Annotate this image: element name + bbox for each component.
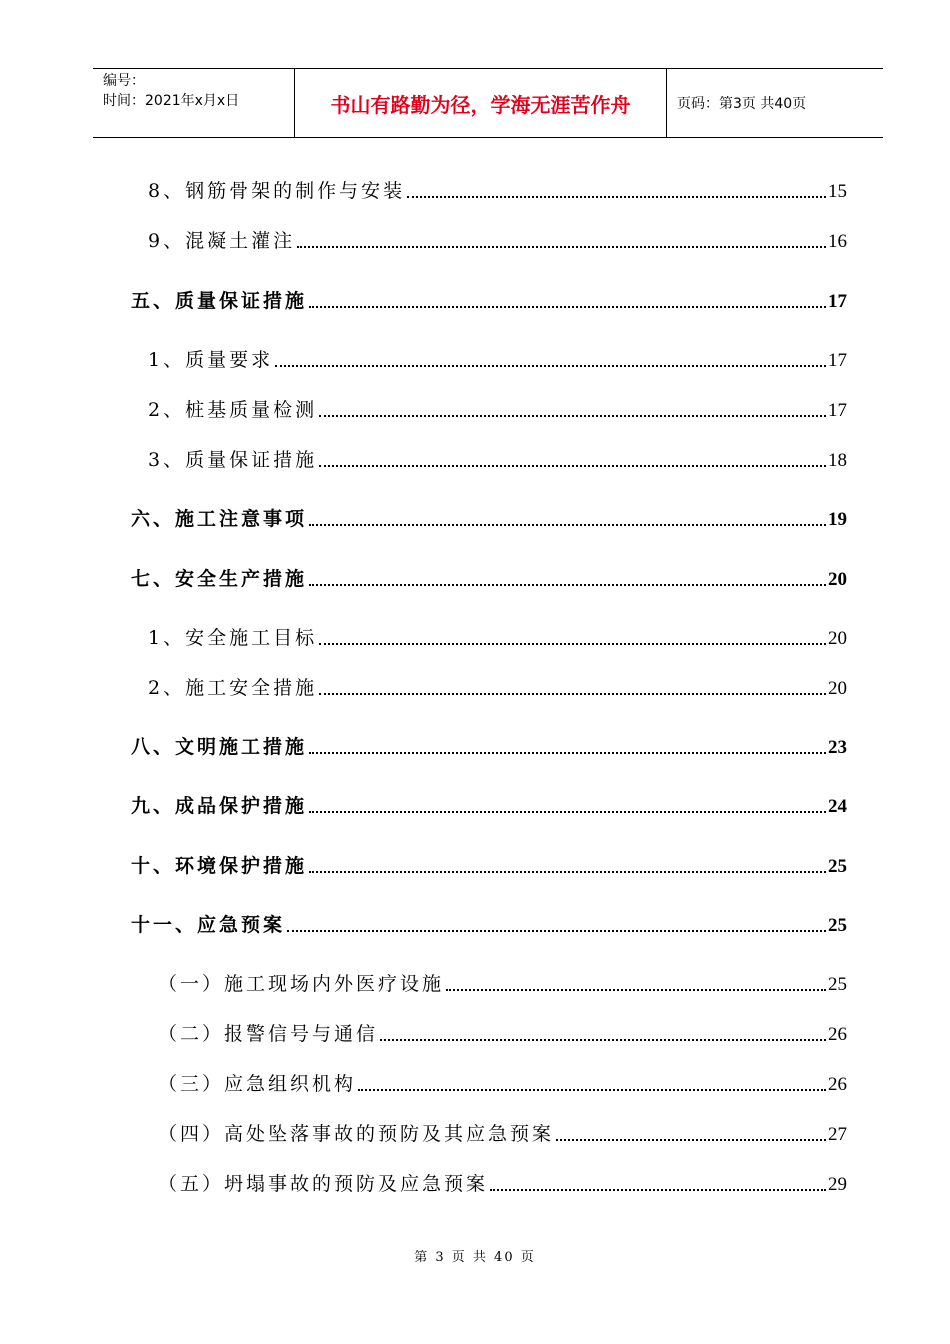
toc-entry[interactable] [148, 176, 847, 206]
toc-entry[interactable] [148, 623, 847, 653]
toc-entry-page-number: 27 [828, 1124, 847, 1145]
toc-dot-leader [319, 643, 826, 645]
document-number-label: 编号： [103, 73, 145, 89]
toc-entry[interactable] [158, 1119, 847, 1149]
toc-entry-page-number: 15 [828, 181, 847, 202]
toc-entry-page-number: 24 [828, 796, 847, 817]
toc-entry-title: 五、质量保证措施 [131, 290, 308, 312]
document-time-label: 时间：2021年x月x日 [103, 93, 240, 109]
toc-dot-leader [287, 930, 826, 932]
toc-dot-leader [275, 365, 826, 367]
toc-entry-page-number: 25 [828, 974, 847, 995]
toc-entry[interactable] [158, 969, 847, 999]
toc-entry-page-number: 29 [828, 1174, 847, 1195]
toc-entry[interactable] [131, 910, 847, 940]
toc-entry-page-number: 25 [828, 915, 847, 936]
toc-dot-leader [309, 584, 826, 586]
header-page-info: 页码：第3页 共40页 [677, 96, 807, 112]
page-footer: 第 3 页 共 40 页 [414, 1250, 536, 1265]
toc-dot-leader [297, 246, 826, 248]
toc-dot-leader [556, 1139, 826, 1141]
toc-entry-page-number: 20 [828, 678, 847, 699]
toc-dot-leader [446, 989, 826, 991]
toc-entry-title: 2、施工安全措施 [148, 677, 318, 699]
toc-entry[interactable] [148, 445, 847, 475]
toc-entry-title: （四）高处坠落事故的预防及其应急预案 [158, 1123, 555, 1145]
toc-entry[interactable] [158, 1069, 847, 1099]
toc-dot-leader [380, 1039, 826, 1041]
toc-entry-title: （一）施工现场内外医疗设施 [158, 973, 445, 995]
page-header [93, 68, 883, 138]
toc-entry-title: 8、钢筋骨架的制作与安装 [148, 180, 406, 202]
toc-entry-page-number: 17 [828, 291, 847, 312]
toc-entry-title: （五）坍塌事故的预防及应急预案 [158, 1173, 489, 1195]
toc-entry[interactable] [148, 673, 847, 703]
toc-entry-title: 十、环境保护措施 [131, 855, 308, 877]
toc-entry-title: 2、桩基质量检测 [148, 399, 318, 421]
toc-dot-leader [490, 1189, 826, 1191]
toc-dot-leader [309, 871, 826, 873]
toc-entry-title: 八、文明施工措施 [131, 736, 308, 758]
toc-dot-leader [358, 1089, 826, 1091]
toc-entry[interactable] [158, 1169, 847, 1199]
toc-entry-page-number: 23 [828, 737, 847, 758]
toc-entry-page-number: 26 [828, 1074, 847, 1095]
toc-entry-page-number: 19 [828, 509, 847, 530]
toc-entry-page-number: 25 [828, 856, 847, 877]
toc-entry-title: 1、质量要求 [148, 349, 274, 371]
toc-entry[interactable] [131, 791, 847, 821]
toc-entry-title: 9、混凝土灌注 [148, 230, 296, 252]
toc-entry-title: 3、质量保证措施 [148, 449, 318, 471]
header-motto: 书山有路勤为径，学海无涯苦作舟 [295, 69, 667, 137]
toc-dot-leader [319, 693, 826, 695]
toc-entry-page-number: 20 [828, 628, 847, 649]
toc-entry[interactable] [131, 286, 847, 316]
toc-entry[interactable] [131, 504, 847, 534]
toc-entry-page-number: 26 [828, 1024, 847, 1045]
header-meta [93, 69, 295, 137]
toc-entry-page-number: 18 [828, 450, 847, 471]
toc-entry-title: （三）应急组织机构 [158, 1073, 357, 1095]
toc-dot-leader [407, 196, 826, 198]
toc-entry-title: 1、安全施工目标 [148, 627, 318, 649]
toc-entry[interactable] [158, 1019, 847, 1049]
toc-entry[interactable] [148, 395, 847, 425]
toc-dot-leader [319, 465, 826, 467]
toc-entry-title: 六、施工注意事项 [131, 508, 308, 530]
toc-entry-title: 九、成品保护措施 [131, 795, 308, 817]
toc-entry[interactable] [148, 226, 847, 256]
toc-entry[interactable] [131, 732, 847, 762]
toc-entry-title: 十一、应急预案 [131, 914, 286, 936]
toc-entry-page-number: 16 [828, 231, 847, 252]
toc-dot-leader [309, 306, 826, 308]
toc-entry-page-number: 20 [828, 569, 847, 590]
toc-entry[interactable] [131, 564, 847, 594]
toc-entry-page-number: 17 [828, 350, 847, 371]
toc-dot-leader [309, 524, 826, 526]
toc-dot-leader [309, 752, 826, 754]
toc-dot-leader [319, 415, 826, 417]
toc-entry-page-number: 17 [828, 400, 847, 421]
toc-entry[interactable] [148, 345, 847, 375]
toc-entry[interactable] [131, 851, 847, 881]
toc-entry-title: 七、安全生产措施 [131, 568, 308, 590]
toc-dot-leader [309, 811, 826, 813]
toc-entry-title: （二）报警信号与通信 [158, 1023, 379, 1045]
